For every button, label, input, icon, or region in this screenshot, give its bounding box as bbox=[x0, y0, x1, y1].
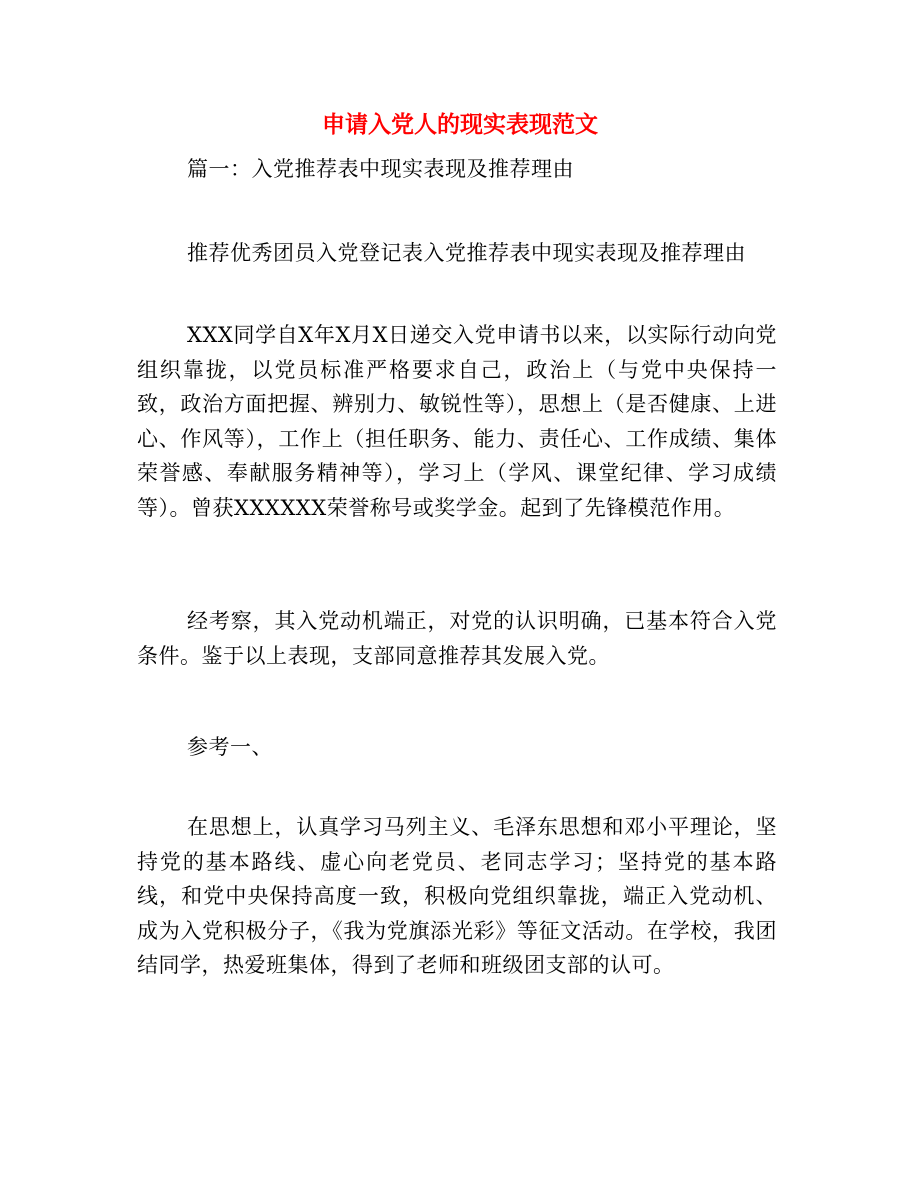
body-paragraph-1: XXX同学自X年X月X日递交入党申请书以来，以实际行动向党组织靠拢，以党员标准严格要求自己，政治上（与党中央保持一致，政治方面把握、辨别力、敏锐性等），思想上（是否健康、上进心、作风等），工作上（担任职务、能力、责任心、工作成绩、集体荣誉感、奉献服务精神等），学习上（学风、课堂纪律、学习成绩等）。曾获XXXXXX荣誉称号或奖学金。起到了先锋模范作用。 bbox=[137, 323, 777, 520]
reference-heading: 参考一、 bbox=[187, 735, 273, 759]
document-title: 申请入党人的现实表现范文 bbox=[322, 111, 598, 138]
subtitle-paragraph: 推荐优秀团员入党登记表入党推荐表中现实表现及推荐理由 bbox=[187, 241, 746, 265]
body-paragraph-2: 经考察，其入党动机端正，对党的认识明确，已基本符合入党条件。鉴于以上表现，支部同意推荐其发展入党。 bbox=[137, 609, 777, 668]
section-heading: 篇一：入党推荐表中现实表现及推荐理由 bbox=[187, 157, 574, 181]
body-paragraph-3: 在思想上，认真学习马列主义、毛泽东思想和邓小平理论，坚持党的基本路线、虚心向老党员、老同志学习；坚持党的基本路线，和党中央保持高度一致，积极向党组织靠拢，端正入党动机、成为入党积极分子，《我为党旗添光彩》等征文活动。在学校，我团结同学，热爱班集体，得到了老师和班级团支部的认可。 bbox=[137, 815, 777, 977]
